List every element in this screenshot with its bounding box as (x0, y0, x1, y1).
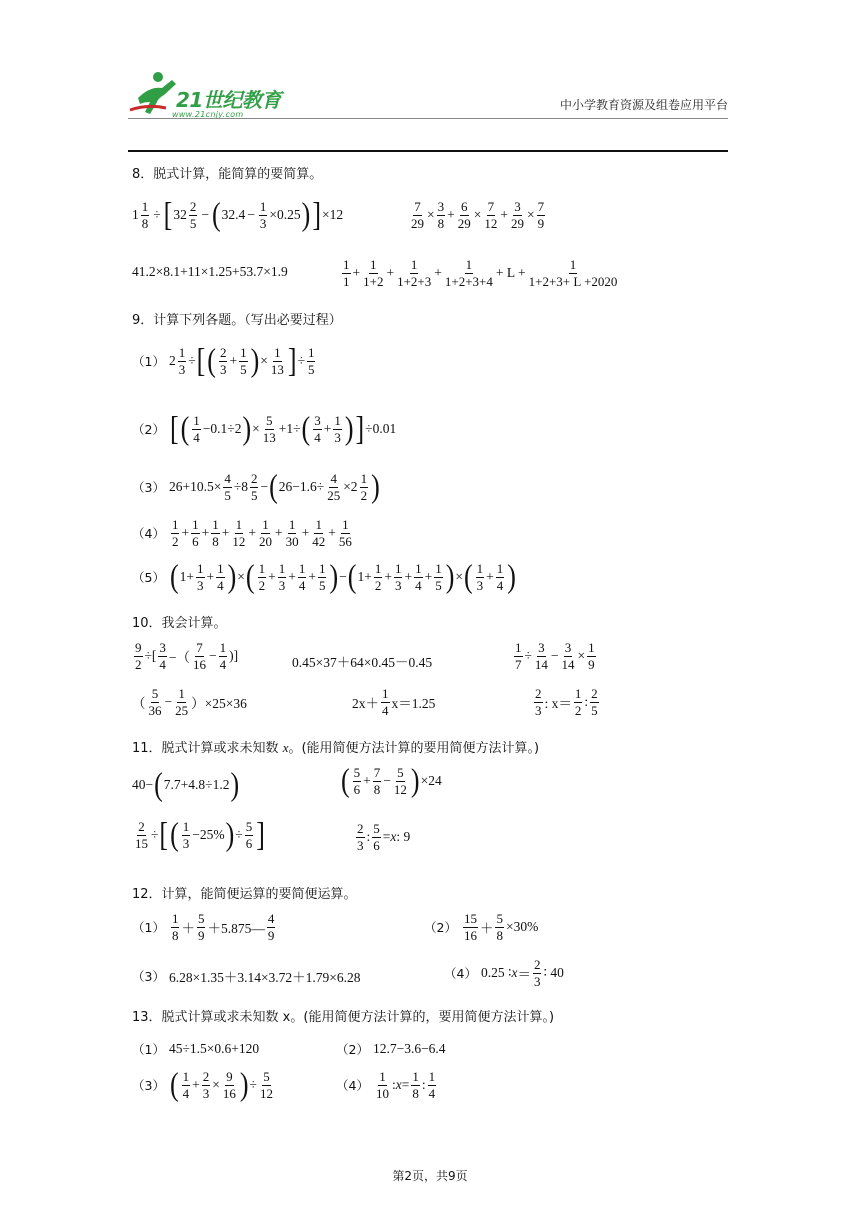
q11-expr-2: ( $\frac{5}{6}$ + $\frac{7}{8}$ − $\frac{5}{12}$ ) ×24 (341, 762, 442, 799)
q8-expr-2: $\frac{7}{29}$ × $\frac{3}{8}$ + $\frac{6}{29}$ × $\frac{7}{12}$ + $\frac{3}{29}$ × $\frac{7}{9}$ (411, 199, 545, 231)
q11-expr-3: $\frac{2}{15}$ ÷ [ ( $\frac{1}{3}$ −25% ) ÷ $\frac{5}{6}$ ] (135, 815, 265, 854)
logo (128, 68, 298, 120)
q10-expr-6: $\frac{2}{3}$ : x＝ $\frac{1}{2}$ : $\frac{2}{5}$ (535, 686, 598, 718)
q8-expr-4: $\frac{1}{1}$ + $\frac{1}{1+2}$ + $\frac{1}{1+2+3}$ + $\frac{1}{1+2+3+4}$ + L + $\frac{1}{1+2+3+ L +2020}$ (343, 257, 618, 289)
q11-expr-1: 40− ( 7.7+4.8÷1.2 ) (132, 766, 240, 803)
q8-expr-3: 41.2×8.1+11×1.25+53.7×1.9 (132, 264, 288, 279)
q10-expr-2: 0.45×37＋64×0.45－0.45 (292, 655, 433, 670)
q9-expr-1: （1） 2 $\frac{1}{3}$ ÷ [ ( $\frac{2}{3}$ + $\frac{1}{5}$ ) × $\frac{1}{13}$ ] ÷ $\frac{1}{5}$ (132, 341, 315, 380)
q12-expr-2: （2） $\frac{15}{16}$ ＋ $\frac{5}{8}$ ×30% (424, 911, 539, 943)
q10-expr-4: （ $\frac{5}{36}$ − $\frac{1}{25}$ ）×25×36 (132, 686, 247, 718)
logo-text: 21世纪教育 (176, 88, 281, 112)
q12-expr-1: （1） $\frac{1}{8}$ ＋ $\frac{5}{9}$ ＋5.875— $\frac{4}{9}$ (132, 911, 275, 943)
q13-expr-4: （4） $\frac{1}{10}$ : x = $\frac{1}{8}$ : $\frac{1}{4}$ (336, 1069, 436, 1101)
question-11-title: 11．脱式计算或求未知数 x。(能用简便方法计算的要用简便方法计算。) (132, 740, 540, 756)
q12-expr-3: （3） 6.28×1.35＋3.14×3.72＋1.79×6.28 (132, 969, 361, 985)
platform-name: 中小学教育资源及组卷应用平台 (559, 98, 728, 112)
q13-expr-3: （3） ( $\frac{1}{4}$ + $\frac{2}{3}$ × $\frac{9}{16}$ ) ÷ $\frac{5}{12}$ (132, 1066, 273, 1103)
variable-x: x (282, 740, 289, 755)
question-9-title: 9．计算下列各题。（写出必要过程） (132, 313, 342, 328)
question-10-title: 10．我会计算。 (132, 616, 227, 631)
question-13-title: 13．脱式计算或求未知数 x。(能用简便方法计算的，要用简便方法计算。) (132, 1010, 555, 1025)
q12-expr-4: （4） 0.25 ∶ x ＝ $\frac{2}{3}$ ∶ 40 (444, 957, 564, 989)
header-divider-thin (128, 118, 728, 119)
question-8-title: 8．脱式计算，能简算的要简算。 (132, 167, 323, 182)
q11-expr-4: $\frac{2}{3}$ : $\frac{5}{6}$ = x : 9 (357, 821, 411, 853)
question-12-title: 12．计算，能简便运算的要简便运算。 (132, 887, 357, 902)
q10-expr-3: $\frac{1}{7}$ ÷ $\frac{3}{14}$ − $\frac{3}{14}$ × $\frac{1}{9}$ (515, 640, 595, 672)
page-number: 第2页，共9页 (392, 1169, 468, 1183)
q9-expr-5: （5） ( 1+ $\frac{1}{3}$ + $\frac{1}{4}$ ) × ( $\frac{1}{2}$ + $\frac{1}{3}$ + $\frac{1}{4}$ + $\frac{1}{5}$ ) − ( 1+ $\frac{1}{2}$ + $\frac{1}{3}$ + $\frac{1}{4}$ + $\frac{1}{5}$ ) × ( $\frac{1}{3}$ + $\frac{1}{4}$ ) (132, 558, 516, 595)
logo-url: www.21cnjy.com (172, 110, 244, 119)
q13-expr-2: （2） 12.7−3.6−6.4 (336, 1041, 446, 1057)
q10-expr-5: 2x＋ $\frac{1}{4}$ x＝1.25 (352, 686, 436, 718)
page-header (128, 62, 728, 154)
q10-expr-1: $\frac{9}{2}$ ÷[ $\frac{3}{4}$ −（ $\frac{7}{16}$ − $\frac{1}{4}$ )] (135, 640, 239, 672)
header-divider-thick (128, 150, 728, 152)
q13-expr-1: （1） 45÷1.5×0.6+120 (132, 1041, 260, 1057)
q9-expr-3: （3） 26+10.5× $\frac{4}{5}$ ÷8 $\frac{2}{5}$ − ( 26−1.6÷ $\frac{4}{25}$ ×2 $\frac{1}{2}$ ) (132, 468, 380, 505)
q8-expr-1: 1 $\frac{1}{8}$ ÷ [ 32 $\frac{2}{5}$ − ( 32.4 − $\frac{1}{3}$ ×0.25 ) ] ×12 (132, 195, 344, 234)
q9-expr-4: （4） $\frac{1}{2}$ + $\frac{1}{6}$ + $\frac{1}{8}$ + $\frac{1}{12}$ + $\frac{1}{20}$ + $\frac{1}{30}$ + $\frac{1}{42}$ + $\frac{1}{56}$ (132, 517, 352, 549)
q9-expr-2: （2） [ ( $\frac{1}{4}$ −0.1÷2 ) × $\frac{5}{13}$ +1÷ ( $\frac{3}{4}$ + $\frac{1}{3}$ ) ] ÷0.01 (132, 409, 397, 448)
